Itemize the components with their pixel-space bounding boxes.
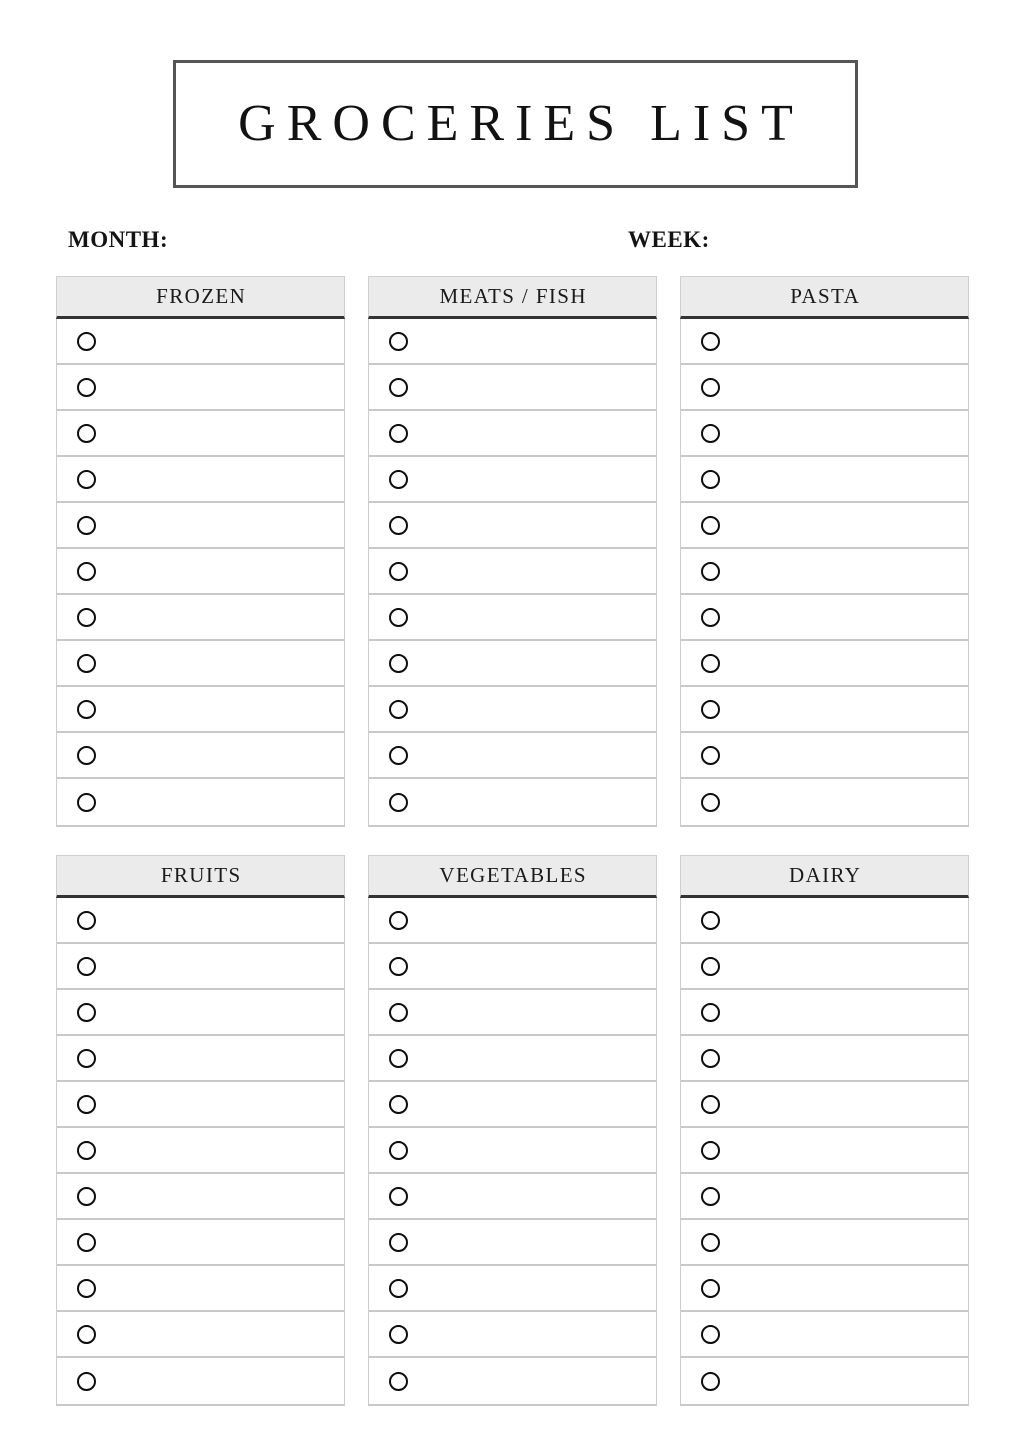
grocery-item-input[interactable] xyxy=(720,549,968,593)
circle-outline-icon[interactable] xyxy=(701,1049,720,1068)
grocery-item-input[interactable] xyxy=(96,898,344,942)
grocery-item-row[interactable] xyxy=(369,365,656,411)
category-header xyxy=(680,855,969,898)
circle-outline-icon[interactable] xyxy=(701,378,720,397)
category-header-label: VEGETABLES xyxy=(439,863,588,887)
grocery-item-row[interactable] xyxy=(369,1036,656,1082)
circle-outline-icon[interactable] xyxy=(389,470,408,489)
circle-outline-icon[interactable] xyxy=(77,424,96,443)
grocery-item-row[interactable] xyxy=(57,687,344,733)
grocery-item-row[interactable] xyxy=(681,990,968,1036)
grocery-item-input[interactable] xyxy=(720,595,968,639)
category-header xyxy=(56,855,345,898)
circle-outline-icon[interactable] xyxy=(77,1233,96,1252)
circle-outline-icon[interactable] xyxy=(701,1372,720,1391)
circle-outline-icon[interactable] xyxy=(389,562,408,581)
category-column xyxy=(368,855,657,1406)
category-header xyxy=(680,276,969,319)
grocery-item-row[interactable] xyxy=(57,503,344,549)
grocery-item-row[interactable] xyxy=(681,1128,968,1174)
grocery-item-row[interactable] xyxy=(681,944,968,990)
grocery-item-row[interactable] xyxy=(369,944,656,990)
grocery-item-row[interactable] xyxy=(369,687,656,733)
grocery-item-input[interactable] xyxy=(96,595,344,639)
grocery-item-input[interactable] xyxy=(96,457,344,501)
circle-outline-icon[interactable] xyxy=(389,1233,408,1252)
grocery-item-row[interactable] xyxy=(369,733,656,779)
grocery-item-input[interactable] xyxy=(408,733,656,777)
grocery-item-input[interactable] xyxy=(408,595,656,639)
grocery-item-row[interactable] xyxy=(57,641,344,687)
circle-outline-icon[interactable] xyxy=(701,1187,720,1206)
grocery-item-row[interactable] xyxy=(681,503,968,549)
circle-outline-icon[interactable] xyxy=(389,1187,408,1206)
grocery-item-row[interactable] xyxy=(681,687,968,733)
circle-outline-icon[interactable] xyxy=(701,911,720,930)
circle-outline-icon[interactable] xyxy=(77,332,96,351)
circle-outline-icon[interactable] xyxy=(77,911,96,930)
grocery-item-row[interactable] xyxy=(369,1082,656,1128)
grocery-item-row[interactable] xyxy=(57,990,344,1036)
circle-outline-icon[interactable] xyxy=(701,1325,720,1344)
grocery-item-input[interactable] xyxy=(408,944,656,988)
category-header xyxy=(368,276,657,319)
circle-outline-icon[interactable] xyxy=(389,654,408,673)
grocery-item-row[interactable] xyxy=(57,1358,344,1404)
grocery-item-input[interactable] xyxy=(720,1220,968,1264)
grocery-item-input[interactable] xyxy=(408,1312,656,1356)
category-header xyxy=(56,276,345,319)
grocery-item-input[interactable] xyxy=(408,1358,656,1404)
grocery-item-input[interactable] xyxy=(408,1220,656,1264)
grocery-item-input[interactable] xyxy=(96,319,344,363)
circle-outline-icon[interactable] xyxy=(389,608,408,627)
circle-outline-icon[interactable] xyxy=(389,332,408,351)
grocery-item-input[interactable] xyxy=(720,1266,968,1310)
circle-outline-icon[interactable] xyxy=(701,1003,720,1022)
grocery-item-input[interactable] xyxy=(408,503,656,547)
grocery-item-input[interactable] xyxy=(408,779,656,825)
grocery-item-input[interactable] xyxy=(720,1174,968,1218)
grocery-item-row[interactable] xyxy=(681,779,968,825)
grocery-item-row[interactable] xyxy=(57,1128,344,1174)
grocery-item-row[interactable] xyxy=(681,1174,968,1220)
grocery-item-row[interactable] xyxy=(681,1082,968,1128)
circle-outline-icon[interactable] xyxy=(77,562,96,581)
grocery-item-input[interactable] xyxy=(720,1358,968,1404)
circle-outline-icon[interactable] xyxy=(77,1372,96,1391)
grocery-item-row[interactable] xyxy=(57,1174,344,1220)
grocery-item-row[interactable] xyxy=(681,1358,968,1404)
circle-outline-icon[interactable] xyxy=(389,1141,408,1160)
grocery-item-row[interactable] xyxy=(369,1220,656,1266)
circle-outline-icon[interactable] xyxy=(701,1279,720,1298)
grocery-item-row[interactable] xyxy=(369,319,656,365)
grocery-item-row[interactable] xyxy=(57,944,344,990)
grocery-item-row[interactable] xyxy=(681,1312,968,1358)
grocery-item-input[interactable] xyxy=(96,1220,344,1264)
category-row-list xyxy=(56,898,345,1406)
grocery-item-input[interactable] xyxy=(408,457,656,501)
grocery-item-input[interactable] xyxy=(720,990,968,1034)
circle-outline-icon[interactable] xyxy=(701,608,720,627)
circle-outline-icon[interactable] xyxy=(389,700,408,719)
circle-outline-icon[interactable] xyxy=(77,1279,96,1298)
grocery-item-row[interactable] xyxy=(369,779,656,825)
grocery-item-input[interactable] xyxy=(96,641,344,685)
circle-outline-icon[interactable] xyxy=(389,1003,408,1022)
grocery-item-input[interactable] xyxy=(720,1082,968,1126)
category-header-label: MEATS / FISH xyxy=(439,284,587,308)
grocery-item-row[interactable] xyxy=(681,319,968,365)
grocery-item-row[interactable] xyxy=(369,457,656,503)
grocery-item-input[interactable] xyxy=(408,641,656,685)
grocery-item-input[interactable] xyxy=(408,411,656,455)
circle-outline-icon[interactable] xyxy=(389,1372,408,1391)
category-column xyxy=(680,855,969,1406)
grocery-item-input[interactable] xyxy=(408,687,656,731)
grocery-item-row[interactable] xyxy=(369,1174,656,1220)
circle-outline-icon[interactable] xyxy=(701,700,720,719)
circle-outline-icon[interactable] xyxy=(389,516,408,535)
grocery-item-input[interactable] xyxy=(96,1036,344,1080)
grocery-item-input[interactable] xyxy=(720,779,968,825)
category-row-list xyxy=(368,898,657,1406)
grocery-item-row[interactable] xyxy=(57,733,344,779)
grocery-item-input[interactable] xyxy=(720,733,968,777)
grocery-item-row[interactable] xyxy=(369,503,656,549)
grocery-item-row[interactable] xyxy=(681,595,968,641)
grocery-item-input[interactable] xyxy=(720,641,968,685)
grocery-item-input[interactable] xyxy=(408,1082,656,1126)
grocery-item-row[interactable] xyxy=(57,457,344,503)
grocery-item-input[interactable] xyxy=(96,1128,344,1172)
grocery-item-input[interactable] xyxy=(720,457,968,501)
grocery-item-input[interactable] xyxy=(720,411,968,455)
week-label: WEEK: xyxy=(628,227,710,252)
category-block-bottom xyxy=(0,855,1024,1406)
grocery-item-input[interactable] xyxy=(96,733,344,777)
category-header xyxy=(368,855,657,898)
circle-outline-icon[interactable] xyxy=(389,793,408,812)
grocery-item-row[interactable] xyxy=(681,549,968,595)
circle-outline-icon[interactable] xyxy=(389,1279,408,1298)
grocery-item-input[interactable] xyxy=(408,1174,656,1218)
grocery-item-row[interactable] xyxy=(369,1358,656,1404)
grocery-item-input[interactable] xyxy=(720,898,968,942)
category-column xyxy=(368,276,657,827)
circle-outline-icon[interactable] xyxy=(77,1003,96,1022)
grocery-item-row[interactable] xyxy=(681,641,968,687)
circle-outline-icon[interactable] xyxy=(77,746,96,765)
grocery-item-row[interactable] xyxy=(57,1312,344,1358)
grocery-item-row[interactable] xyxy=(57,898,344,944)
circle-outline-icon[interactable] xyxy=(701,470,720,489)
circle-outline-icon[interactable] xyxy=(77,957,96,976)
circle-outline-icon[interactable] xyxy=(701,746,720,765)
circle-outline-icon[interactable] xyxy=(389,1095,408,1114)
grocery-item-input[interactable] xyxy=(720,687,968,731)
grocery-item-input[interactable] xyxy=(720,1128,968,1172)
category-column xyxy=(680,276,969,827)
grocery-item-input[interactable] xyxy=(408,365,656,409)
category-header-label: FRUITS xyxy=(160,863,242,887)
grocery-item-row[interactable] xyxy=(369,549,656,595)
grocery-item-input[interactable] xyxy=(720,503,968,547)
grocery-item-row[interactable] xyxy=(681,1220,968,1266)
grocery-item-row[interactable] xyxy=(369,595,656,641)
grocery-item-row[interactable] xyxy=(57,549,344,595)
grocery-item-row[interactable] xyxy=(369,1128,656,1174)
grocery-item-row[interactable] xyxy=(57,365,344,411)
circle-outline-icon[interactable] xyxy=(701,654,720,673)
circle-outline-icon[interactable] xyxy=(389,1049,408,1068)
circle-outline-icon[interactable] xyxy=(77,793,96,812)
grocery-item-row[interactable] xyxy=(369,990,656,1036)
grocery-item-row[interactable] xyxy=(681,898,968,944)
grocery-item-row[interactable] xyxy=(681,1266,968,1312)
circle-outline-icon[interactable] xyxy=(77,1187,96,1206)
circle-outline-icon[interactable] xyxy=(701,1141,720,1160)
circle-outline-icon[interactable] xyxy=(77,654,96,673)
circle-outline-icon[interactable] xyxy=(701,1233,720,1252)
grocery-item-row[interactable] xyxy=(57,1220,344,1266)
grocery-item-row[interactable] xyxy=(681,365,968,411)
category-column xyxy=(56,276,345,827)
circle-outline-icon[interactable] xyxy=(389,1325,408,1344)
circle-outline-icon[interactable] xyxy=(389,957,408,976)
grocery-item-input[interactable] xyxy=(408,990,656,1034)
category-header-label: DAIRY xyxy=(789,863,862,887)
grocery-item-row[interactable] xyxy=(369,411,656,457)
category-header-label: FROZEN xyxy=(156,284,247,308)
grocery-item-row[interactable] xyxy=(57,595,344,641)
circle-outline-icon[interactable] xyxy=(389,424,408,443)
category-row-list xyxy=(56,319,345,827)
grocery-item-input[interactable] xyxy=(408,1128,656,1172)
category-block-top xyxy=(0,276,1024,827)
circle-outline-icon[interactable] xyxy=(77,700,96,719)
grocery-item-row[interactable] xyxy=(681,1036,968,1082)
grocery-item-input[interactable] xyxy=(96,411,344,455)
grocery-item-input[interactable] xyxy=(408,898,656,942)
category-header-label: PASTA xyxy=(790,284,861,308)
category-row-list xyxy=(680,319,969,827)
circle-outline-icon[interactable] xyxy=(701,332,720,351)
circle-outline-icon[interactable] xyxy=(701,957,720,976)
grocery-item-row[interactable] xyxy=(681,733,968,779)
circle-outline-icon[interactable] xyxy=(77,1325,96,1344)
category-row-list xyxy=(680,898,969,1406)
circle-outline-icon[interactable] xyxy=(701,424,720,443)
grocery-item-row[interactable] xyxy=(57,319,344,365)
grocery-item-input[interactable] xyxy=(96,1312,344,1356)
grocery-item-input[interactable] xyxy=(720,319,968,363)
circle-outline-icon[interactable] xyxy=(77,1095,96,1114)
circle-outline-icon[interactable] xyxy=(701,562,720,581)
grocery-item-input[interactable] xyxy=(96,1266,344,1310)
grocery-item-input[interactable] xyxy=(96,365,344,409)
grocery-item-row[interactable] xyxy=(369,641,656,687)
circle-outline-icon[interactable] xyxy=(77,608,96,627)
grocery-item-row[interactable] xyxy=(57,411,344,457)
grocery-item-row[interactable] xyxy=(681,411,968,457)
grocery-item-row[interactable] xyxy=(369,1312,656,1358)
category-row-list xyxy=(368,319,657,827)
grocery-item-input[interactable] xyxy=(720,1312,968,1356)
grocery-item-row[interactable] xyxy=(57,1266,344,1312)
category-column xyxy=(56,855,345,1406)
grocery-item-row[interactable] xyxy=(369,1266,656,1312)
grocery-item-row[interactable] xyxy=(57,779,344,825)
circle-outline-icon[interactable] xyxy=(389,911,408,930)
circle-outline-icon[interactable] xyxy=(77,378,96,397)
circle-outline-icon[interactable] xyxy=(701,1095,720,1114)
grocery-item-input[interactable] xyxy=(96,944,344,988)
grocery-item-input[interactable] xyxy=(96,687,344,731)
grocery-item-input[interactable] xyxy=(96,1082,344,1126)
grocery-item-row[interactable] xyxy=(57,1082,344,1128)
circle-outline-icon[interactable] xyxy=(77,1049,96,1068)
page-title: GROCERIES LIST xyxy=(238,95,804,152)
grocery-item-input[interactable] xyxy=(96,990,344,1034)
grocery-item-input[interactable] xyxy=(720,1036,968,1080)
page-title-box xyxy=(173,60,858,188)
month-label: MONTH: xyxy=(68,227,169,252)
grocery-item-row[interactable] xyxy=(57,1036,344,1082)
circle-outline-icon[interactable] xyxy=(77,516,96,535)
circle-outline-icon[interactable] xyxy=(701,516,720,535)
grocery-item-input[interactable] xyxy=(720,944,968,988)
circle-outline-icon[interactable] xyxy=(389,378,408,397)
grocery-item-input[interactable] xyxy=(408,319,656,363)
circle-outline-icon[interactable] xyxy=(77,1141,96,1160)
grocery-item-input[interactable] xyxy=(720,365,968,409)
grocery-item-input[interactable] xyxy=(408,1266,656,1310)
grocery-item-input[interactable] xyxy=(408,1036,656,1080)
grocery-item-input[interactable] xyxy=(96,503,344,547)
circle-outline-icon[interactable] xyxy=(77,470,96,489)
grocery-item-row[interactable] xyxy=(369,898,656,944)
grocery-item-input[interactable] xyxy=(96,1174,344,1218)
grocery-item-input[interactable] xyxy=(96,779,344,825)
meta-row xyxy=(0,228,1024,264)
grocery-item-input[interactable] xyxy=(96,549,344,593)
grocery-item-input[interactable] xyxy=(408,549,656,593)
circle-outline-icon[interactable] xyxy=(701,793,720,812)
grocery-item-input[interactable] xyxy=(96,1358,344,1404)
grocery-item-row[interactable] xyxy=(681,457,968,503)
circle-outline-icon[interactable] xyxy=(389,746,408,765)
